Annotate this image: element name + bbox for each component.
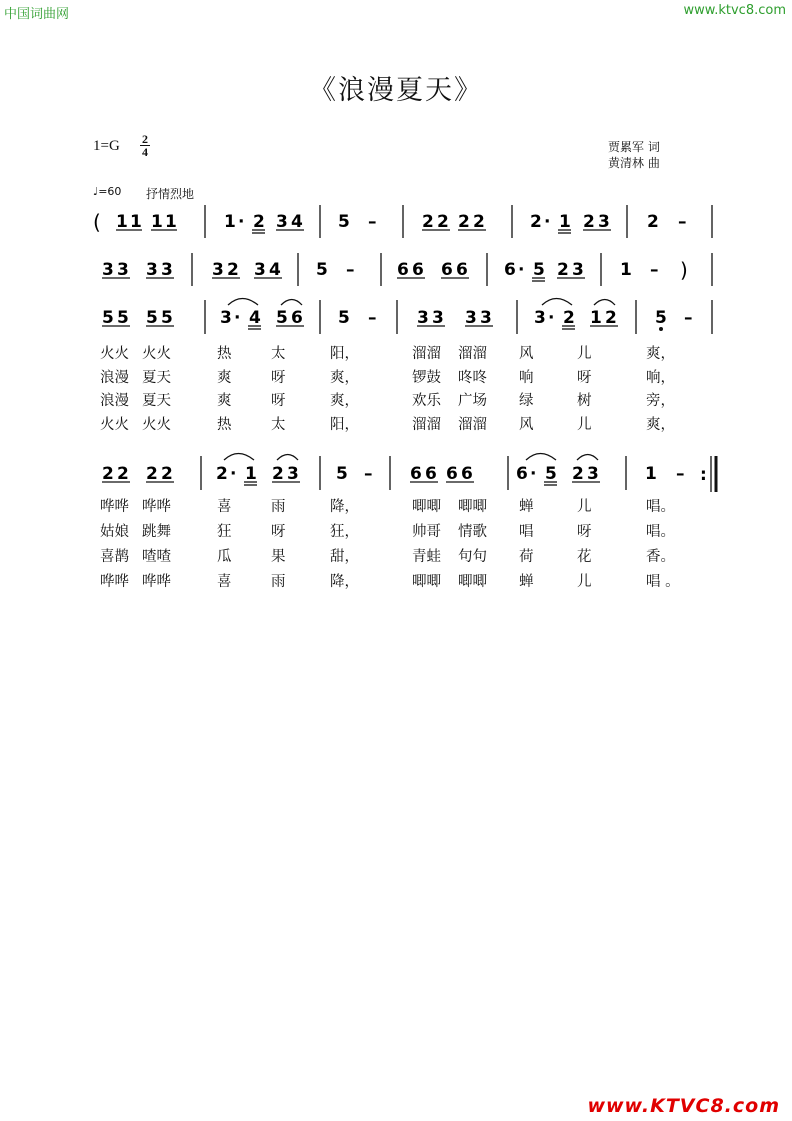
- note: 6: [291, 308, 303, 328]
- lyric-syllable: 浪漫: [100, 393, 129, 409]
- dash-extension: –: [368, 308, 377, 328]
- lyric-syllable: 降，: [330, 574, 359, 590]
- lyric-syllable: 唱。: [646, 524, 675, 540]
- lyric-syllable: 咚咚: [458, 369, 487, 386]
- note: 2: [437, 212, 449, 232]
- note: 2: [458, 212, 470, 232]
- lyric-syllable: 唱。: [646, 499, 675, 515]
- lyric-syllable: 哗哗: [142, 574, 171, 590]
- lyric-syllable: 蝉: [519, 574, 534, 590]
- lyric-syllable: 呀: [271, 524, 286, 540]
- note: 3: [587, 464, 599, 484]
- time-signature-top: 2: [142, 132, 148, 146]
- dot-extension: ·: [544, 212, 551, 232]
- slur: [594, 300, 615, 306]
- dot-extension: ·: [530, 464, 537, 484]
- lyric-syllable: 帅哥: [412, 524, 441, 540]
- lyric-syllable: 呀: [271, 369, 286, 386]
- tempo-marking: ♩=60: [93, 185, 122, 198]
- note: 5: [533, 260, 545, 280]
- lyric-syllable: 跳舞: [142, 524, 171, 540]
- lyric-syllable: 欢乐: [412, 393, 441, 409]
- note: 3: [146, 260, 158, 280]
- note: 5: [102, 308, 114, 328]
- note: 3: [534, 308, 546, 328]
- note: 5: [276, 308, 288, 328]
- lyric-syllable: 火火: [142, 416, 171, 433]
- note: 1: [590, 308, 602, 328]
- lyric-syllable: 呀: [577, 369, 592, 386]
- lyric-syllable: 青蛙: [412, 549, 441, 565]
- song-title: 《浪漫夏天》: [309, 75, 483, 106]
- slur: [577, 455, 598, 461]
- lyric-syllable: 瓜: [217, 549, 232, 565]
- note: 4: [291, 212, 303, 232]
- note: 5: [146, 308, 158, 328]
- lyric-syllable: 爽: [217, 369, 232, 386]
- note: 3: [161, 260, 173, 280]
- lyric-syllable: 情歌: [458, 524, 487, 540]
- open-parenthesis: (: [93, 210, 101, 234]
- lyric-syllable: 响: [519, 369, 534, 386]
- dash-extension: –: [676, 464, 685, 484]
- lyric-syllable: 唧唧: [458, 499, 487, 515]
- slur: [277, 455, 298, 461]
- note: 2: [473, 212, 485, 232]
- lyric-syllable: 太: [271, 416, 286, 433]
- dash-extension: –: [368, 212, 377, 232]
- note: 2: [557, 260, 569, 280]
- lyric-syllable: 喜: [217, 574, 232, 590]
- lyric-syllable: 火火: [142, 346, 171, 362]
- note: 6: [456, 260, 468, 280]
- lyric-syllable: 火火: [100, 346, 129, 362]
- lyric-syllable: 唧唧: [412, 499, 441, 515]
- note: 2: [102, 464, 114, 484]
- note: 6: [504, 260, 516, 280]
- note: 1: [130, 212, 142, 232]
- lyric-syllable: 哗哗: [100, 574, 129, 590]
- lyricist-credit: 贾累军 词: [608, 140, 660, 154]
- note: 2: [422, 212, 434, 232]
- lyric-syllable: 雨: [271, 499, 286, 515]
- lyric-syllable: 狂: [217, 524, 232, 540]
- lyric-syllable: 儿: [577, 346, 592, 362]
- expression-marking: 抒情烈地: [146, 187, 195, 201]
- note: 3: [465, 308, 477, 328]
- note: 6: [412, 260, 424, 280]
- note: 4: [249, 308, 261, 328]
- note: 1: [245, 464, 257, 484]
- note: 2: [563, 308, 575, 328]
- close-parenthesis: ): [680, 258, 688, 282]
- lyric-syllable: 荷: [519, 549, 534, 565]
- dot-extension: ·: [548, 308, 555, 328]
- lyric-syllable: 溜溜: [412, 416, 441, 433]
- note: 3: [417, 308, 429, 328]
- lyric-syllable: 爽: [217, 393, 232, 409]
- lyric-syllable: 喳喳: [142, 549, 171, 565]
- lyric-syllable: 狂，: [330, 524, 359, 540]
- lyric-syllable: 浪漫: [100, 369, 129, 386]
- note: 3: [276, 212, 288, 232]
- note: 5: [117, 308, 129, 328]
- lyric-syllable: 阳，: [330, 416, 359, 433]
- note: 6: [425, 464, 437, 484]
- lyric-syllable: 太: [271, 346, 286, 362]
- dot-extension: ·: [518, 260, 525, 280]
- lyric-syllable: 降，: [330, 499, 359, 515]
- lyric-syllable: 句句: [458, 549, 487, 565]
- note: 6: [410, 464, 422, 484]
- note: 2: [583, 212, 595, 232]
- note: 3: [432, 308, 444, 328]
- lyric-syllable: 甜，: [330, 549, 359, 565]
- lyric-syllable: 儿: [577, 416, 592, 433]
- lyric-syllable: 香。: [646, 549, 675, 565]
- lyric-syllable: 爽，: [646, 346, 675, 362]
- watermark-brand-url: www.KTVC8.com: [587, 1095, 780, 1117]
- lyric-syllable: 旁，: [646, 393, 675, 409]
- dash-extension: –: [650, 260, 659, 280]
- note: 2: [227, 260, 239, 280]
- note: 5: [655, 308, 667, 328]
- lyric-syllable: 风: [519, 346, 534, 362]
- lyric-syllable: 唧唧: [458, 574, 487, 590]
- slur: [542, 299, 572, 306]
- lyric-syllable: 树: [577, 393, 592, 409]
- note: 3: [287, 464, 299, 484]
- slur: [526, 454, 556, 461]
- dash-extension: –: [684, 308, 693, 328]
- lyric-syllable: 唱: [519, 524, 534, 540]
- lyric-syllable: 夏天: [142, 393, 171, 409]
- lyric-syllable: 响，: [646, 369, 675, 386]
- lyric-syllable: 阳，: [330, 346, 359, 362]
- note: 3: [254, 260, 266, 280]
- lyric-syllable: 风: [519, 416, 534, 433]
- lyric-syllable: 喜鹊: [100, 549, 129, 565]
- time-signature-bottom: 4: [142, 145, 148, 159]
- lyric-syllable: 溜溜: [458, 416, 487, 433]
- note: 6: [516, 464, 528, 484]
- lyric-syllable: 夏天: [142, 369, 171, 386]
- lyric-syllable: 溜溜: [412, 346, 441, 362]
- lyric-syllable: 唧唧: [412, 574, 441, 590]
- dot-extension: ·: [230, 464, 237, 484]
- lyric-syllable: 呀: [271, 393, 286, 409]
- note: 5: [545, 464, 557, 484]
- watermark-site-name: 中国词曲网: [4, 7, 70, 22]
- note: 6: [397, 260, 409, 280]
- note: 6: [446, 464, 458, 484]
- lyric-syllable: 哗哗: [142, 499, 171, 515]
- lyric-syllable: 广场: [458, 393, 487, 409]
- note: 3: [212, 260, 224, 280]
- slur: [224, 454, 254, 461]
- lyric-syllable: 爽，: [646, 416, 675, 433]
- lyric-syllable: 绿: [519, 393, 534, 409]
- note: 2: [530, 212, 542, 232]
- slur: [228, 299, 258, 306]
- note: 1: [116, 212, 128, 232]
- lyric-syllable: 喜: [217, 499, 232, 515]
- note: 2: [117, 464, 129, 484]
- note: 1: [224, 212, 236, 232]
- note: 2: [253, 212, 265, 232]
- lyric-syllable: 火火: [100, 416, 129, 433]
- note: 5: [336, 464, 348, 484]
- lyric-syllable: 儿: [577, 499, 592, 515]
- note: 3: [102, 260, 114, 280]
- note: 3: [220, 308, 232, 328]
- note: 4: [269, 260, 281, 280]
- watermark-site-url: www.ktvc8.com: [683, 3, 786, 18]
- note: 2: [605, 308, 617, 328]
- note: 1: [559, 212, 571, 232]
- dot-extension: ·: [234, 308, 241, 328]
- lyric-syllable: 爽，: [330, 369, 359, 386]
- dash-extension: –: [678, 212, 687, 232]
- note: 2: [216, 464, 228, 484]
- note: 5: [338, 212, 350, 232]
- note: 2: [647, 212, 659, 232]
- lyric-syllable: 呀: [577, 524, 592, 540]
- lyric-syllable: 爽，: [330, 393, 359, 409]
- lyric-syllable: 唱 。: [646, 574, 680, 590]
- note: 2: [161, 464, 173, 484]
- note: 1: [165, 212, 177, 232]
- composer-credit: 黄清林 曲: [608, 156, 660, 170]
- note: 2: [272, 464, 284, 484]
- lyric-syllable: 果: [271, 549, 286, 565]
- lyric-syllable: 花: [577, 549, 592, 565]
- dot-extension: ·: [238, 212, 245, 232]
- dash-extension: –: [346, 260, 355, 280]
- note: 1: [645, 464, 657, 484]
- note: 1: [151, 212, 163, 232]
- lyric-syllable: 雨: [271, 574, 286, 590]
- note: 3: [117, 260, 129, 280]
- note: 2: [572, 464, 584, 484]
- note: 6: [441, 260, 453, 280]
- note: 5: [338, 308, 350, 328]
- lyric-syllable: 热: [217, 346, 232, 362]
- dash-extension: –: [364, 464, 373, 484]
- note: 3: [480, 308, 492, 328]
- note: 5: [161, 308, 173, 328]
- lyric-syllable: 蝉: [519, 499, 534, 515]
- note: 3: [598, 212, 610, 232]
- lyric-syllable: 锣鼓: [412, 369, 441, 386]
- lyric-syllable: 哗哗: [100, 499, 129, 515]
- note: 2: [146, 464, 158, 484]
- key-signature: 1=G: [93, 138, 120, 154]
- lyric-syllable: 溜溜: [458, 346, 487, 362]
- repeat-sign: :: [700, 465, 707, 485]
- note: 3: [572, 260, 584, 280]
- slur: [281, 300, 302, 306]
- lyric-syllable: 姑娘: [100, 524, 129, 540]
- lyric-syllable: 儿: [577, 574, 592, 590]
- lyric-syllable: 热: [217, 416, 232, 433]
- note: 1: [620, 260, 632, 280]
- note: 6: [461, 464, 473, 484]
- note: 5: [316, 260, 328, 280]
